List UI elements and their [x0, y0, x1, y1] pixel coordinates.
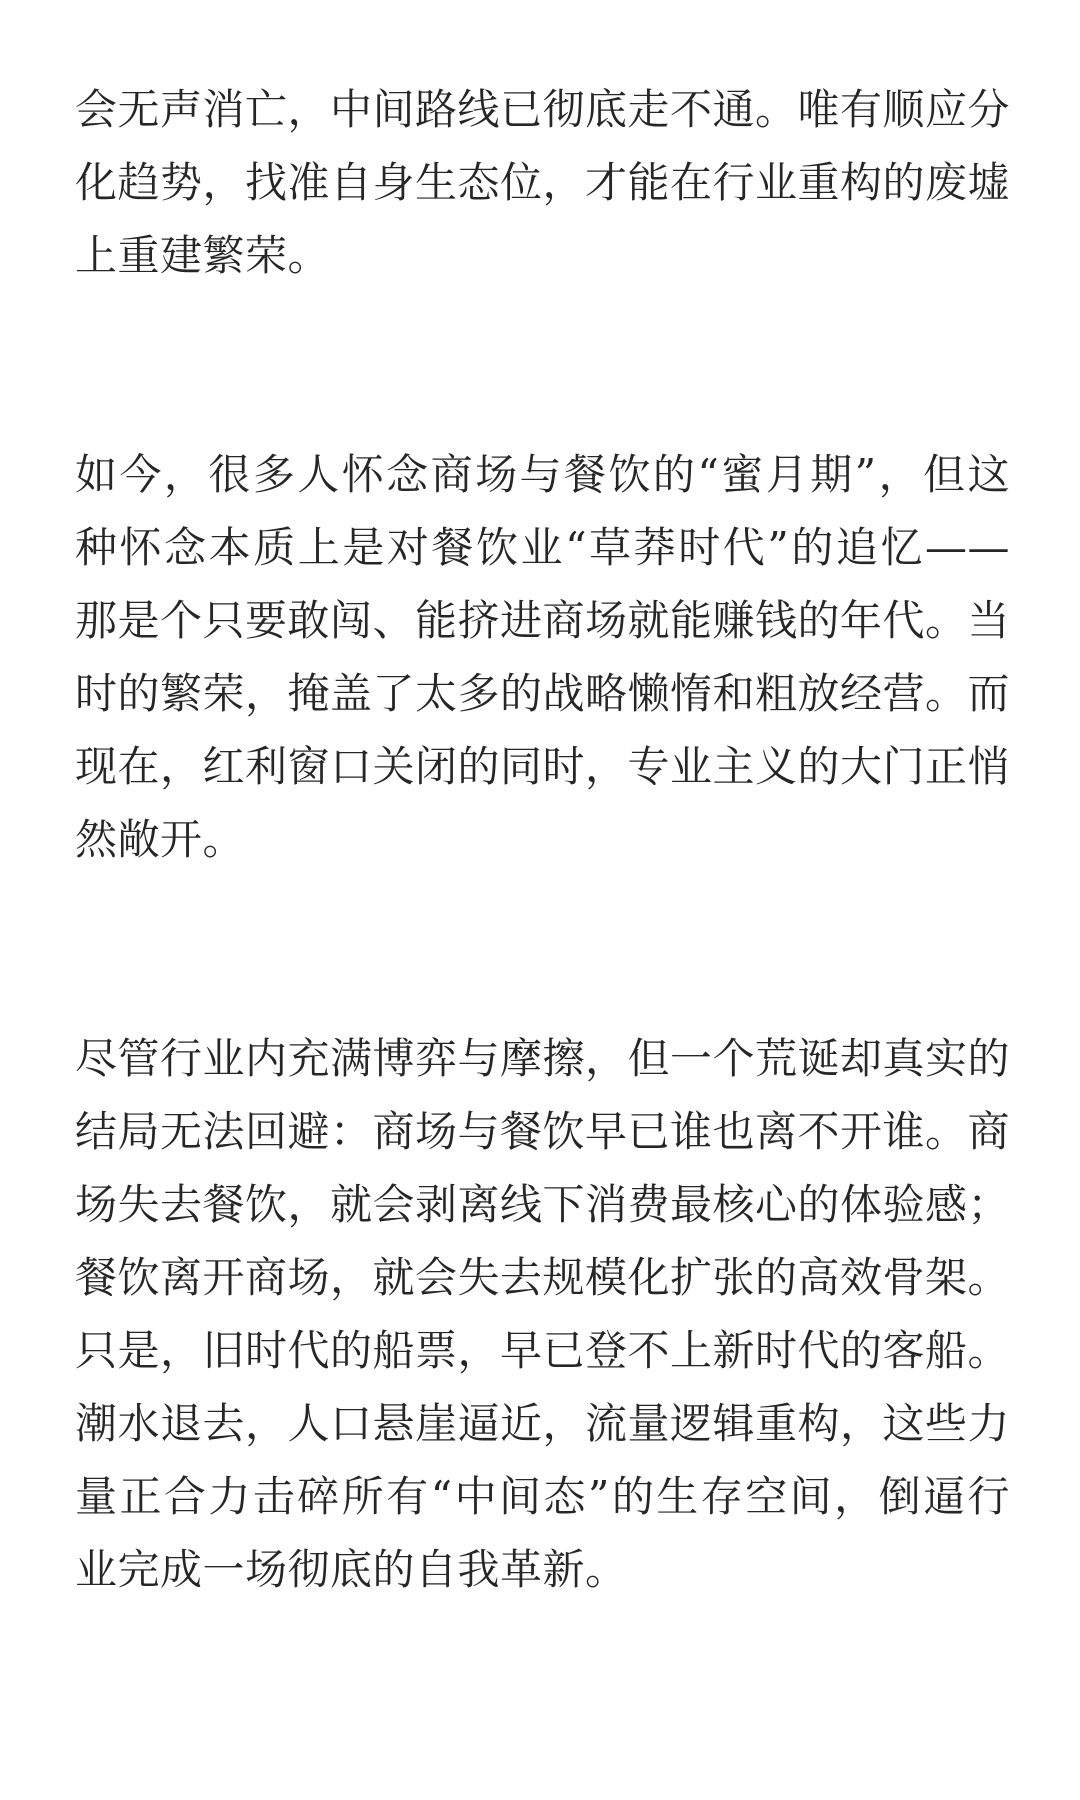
paragraph-1: 会无声消亡，中间路线已彻底走不通。唯有顺应分化趋势，找准自身生态位，才能在行业重构的废墟上重建繁荣。: [75, 85, 1011, 280]
article-body: [75, 73, 1010, 1606]
paragraph-3: 尽管行业内充满博弈与摩擦，但一个荒诞却真实的结局无法回避：商场与餐饮早已谁也离不开谁。商场失去餐饮，就会剥离线下消费最核心的体验感；餐饮离开商场，就会失去规模化扩张的高效骨架。只是，旧时代的船票，早已登不上新时代的客船。潮水退去，人口悬崖逼近，流量逻辑重构，这些力量正合力击碎所有“中间态”的生存空间，倒逼行业完成一场彻底的自我革新。: [75, 1034, 1011, 1594]
paragraph-2: 如今，很多人怀念商场与餐饮的“蜜月期”，但这种怀念本质上是对餐饮业“草莽时代”的追忆——那是个只要敢闯、能挤进商场就能赚钱的年代。当时的繁荣，掩盖了太多的战略懒惰和粗放经营。而现在，红利窗口关闭的同时，专业主义的大门正悄然敞开。: [75, 450, 1011, 864]
